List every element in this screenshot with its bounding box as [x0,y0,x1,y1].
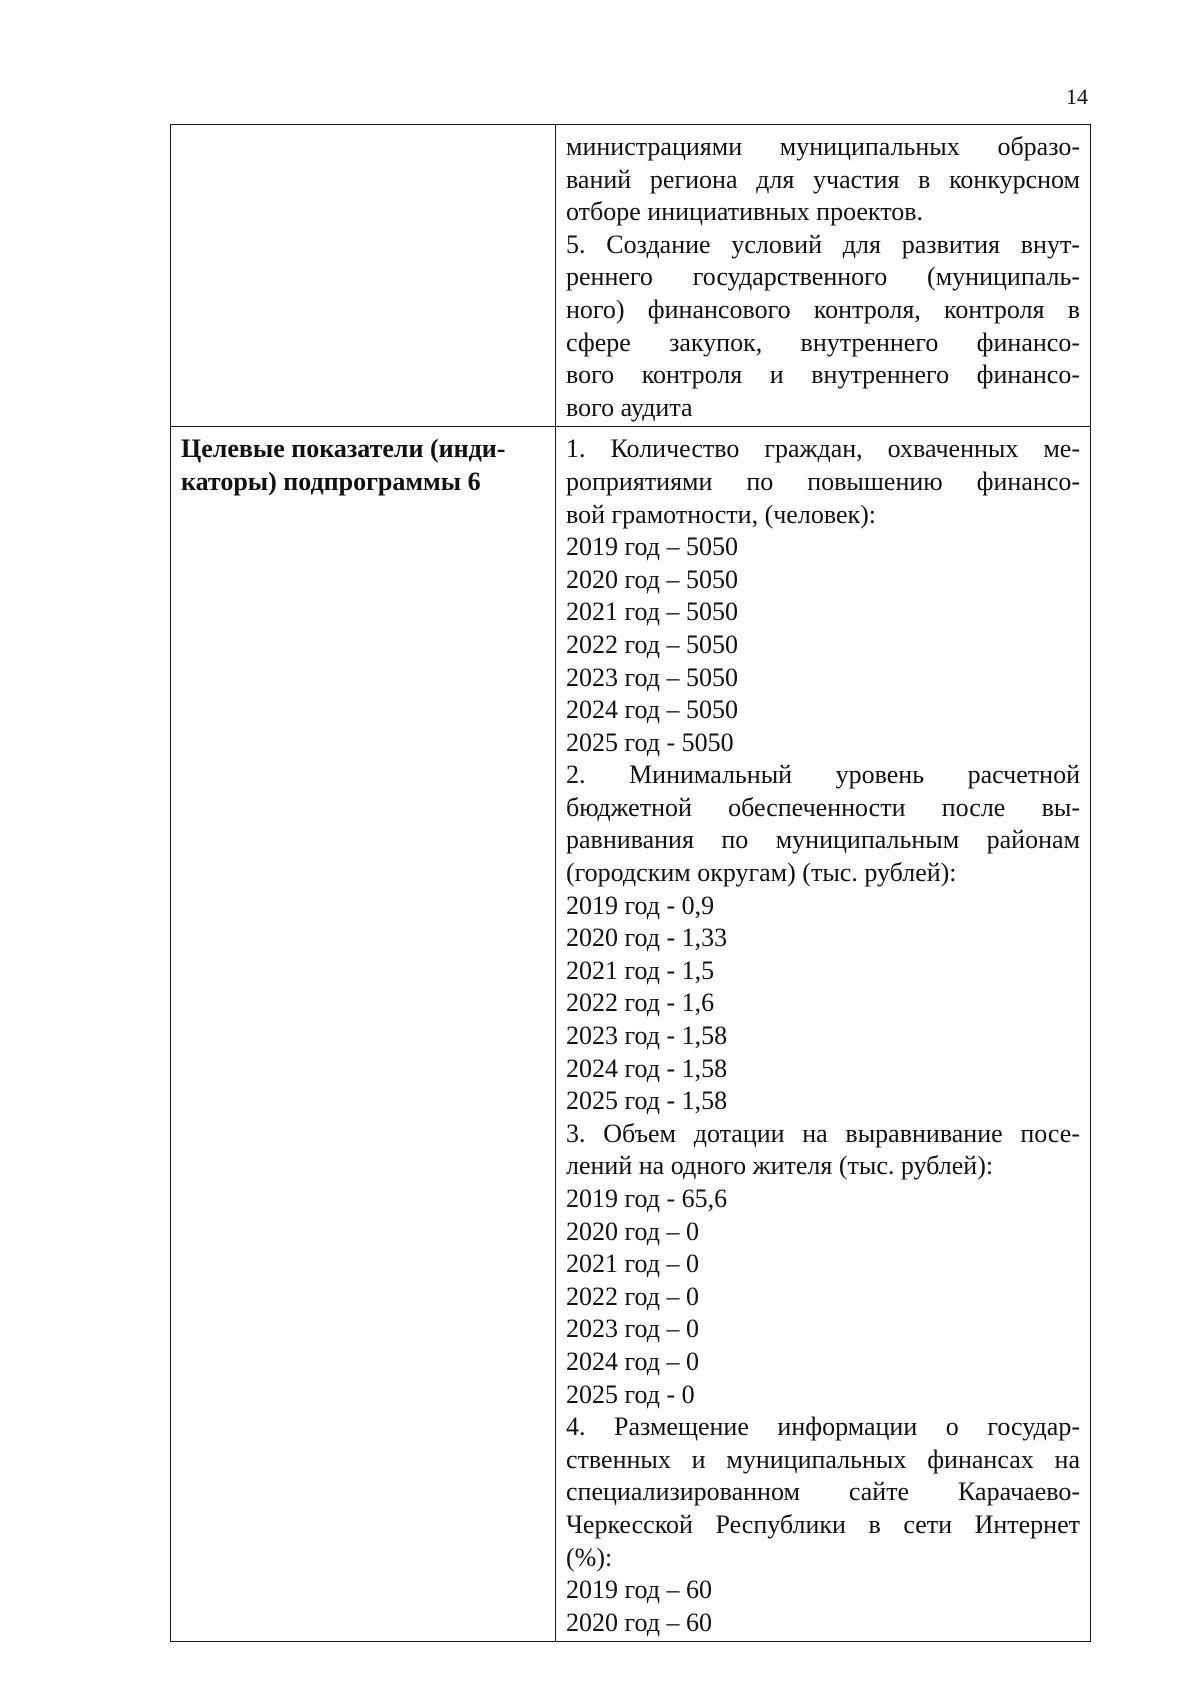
indicator-text-line: 2019 год - 65,6 [566,1184,728,1213]
indicator-text-line: 2025 год - 5050 [566,727,734,757]
table-row-continuation [171,125,1091,427]
indicator-text-line: лений на одного жителя (тыс. рублей): [566,1151,994,1181]
indicator-text-line: 2023 год – 5050 [566,662,738,692]
indicator-text-line: 2023 год – 0 [566,1314,699,1344]
indicator-text-line: 2020 год – 0 [566,1216,699,1246]
indicator-text-line: роприятиями по повышению финансо- [566,466,1080,496]
indicator-text-line: 2023 год - 1,58 [566,1021,728,1051]
indicator-text-line: 1. Количество граждан, охваченных ме- [566,434,1080,464]
indicator-text-line: 4. Размещение информации о государ- [566,1412,1080,1442]
continuation-text-line: вого контроля и внутреннего финансо- [566,360,1080,390]
indicator-text-line: 2022 год – 0 [566,1281,699,1311]
indicator-text-line: 2019 год – 60 [566,1575,712,1605]
indicator-text-line: 2022 год – 5050 [566,629,738,659]
continuation-text-line: вого аудита [566,392,693,422]
continuation-text-line: реннего государственного (муниципаль- [566,262,1080,292]
indicator-text-line: 3. Объем дотации на выравнивание посе- [566,1118,1080,1148]
indicator-text-line: 2025 год - 1,58 [566,1086,728,1116]
indicator-text-line: 2. Минимальный уровень расчетной [566,760,1080,790]
indicator-text-line: 2020 год - 1,33 [566,923,728,953]
table-row-target-indicators [171,427,1091,1642]
indicator-text-line: 2024 год – 0 [566,1346,699,1376]
target-indicators-text-cell [556,427,1091,1642]
continuation-label-cell [171,125,556,427]
indicator-text-line: ственных и муниципальных финансах на [566,1444,1080,1474]
continuation-text-line: ного) финансового контроля, контроля в [566,294,1080,324]
continuation-text-line: министрациями муниципальных образо- [566,132,1080,161]
indicator-text-line: (городским округам) (тыс. рублей): [566,858,957,888]
continuation-text-line: отборе инициативных проектов. [566,197,924,227]
indicator-text-line: вой грамотности, (человек): [566,499,876,529]
indicator-text-line: 2021 год – 0 [566,1249,699,1279]
indicator-text-line: бюджетной обеспеченности после вы- [566,792,1080,822]
target-indicators-label-line-1: Целевые показатели (инди- [181,434,506,464]
indicator-text-line: 2021 год – 5050 [566,597,738,627]
indicator-text-line: 2020 год – 5050 [566,564,738,594]
indicator-text-line: (%): [566,1542,613,1572]
continuation-text-line: сфере закупок, внутреннего финансо- [566,327,1080,357]
indicator-text-line: 2022 год - 1,6 [566,988,715,1018]
indicator-text-line: специализированном сайте Карачаево- [566,1477,1080,1507]
indicator-text-line: 2020 год – 60 [566,1607,712,1637]
page-number: 14 [1066,84,1088,109]
indicator-text-line: 2021 год - 1,5 [566,955,715,985]
continuation-text-line: ваний региона для участия в конкурсном [566,164,1080,194]
continuation-text-cell [556,125,1091,427]
indicator-text-line: Черкесской Республики в сети Интернет [566,1509,1080,1539]
continuation-text-line: 5. Создание условий для развития внут- [566,229,1080,259]
indicator-text-line: 2024 год - 1,58 [566,1053,728,1083]
indicator-text-line: 2019 год – 5050 [566,532,738,562]
indicator-text-line: 2024 год – 5050 [566,695,738,725]
indicator-text-line: 2019 год - 0,9 [566,890,715,920]
indicator-text-line: равнивания по муниципальным районам [566,825,1080,855]
target-indicators-label-line-2: каторы) подпрограммы 6 [181,466,481,496]
passport-table [170,124,1091,1642]
indicator-text-line: 2025 год - 0 [566,1379,695,1409]
target-indicators-label-cell [171,427,556,1642]
